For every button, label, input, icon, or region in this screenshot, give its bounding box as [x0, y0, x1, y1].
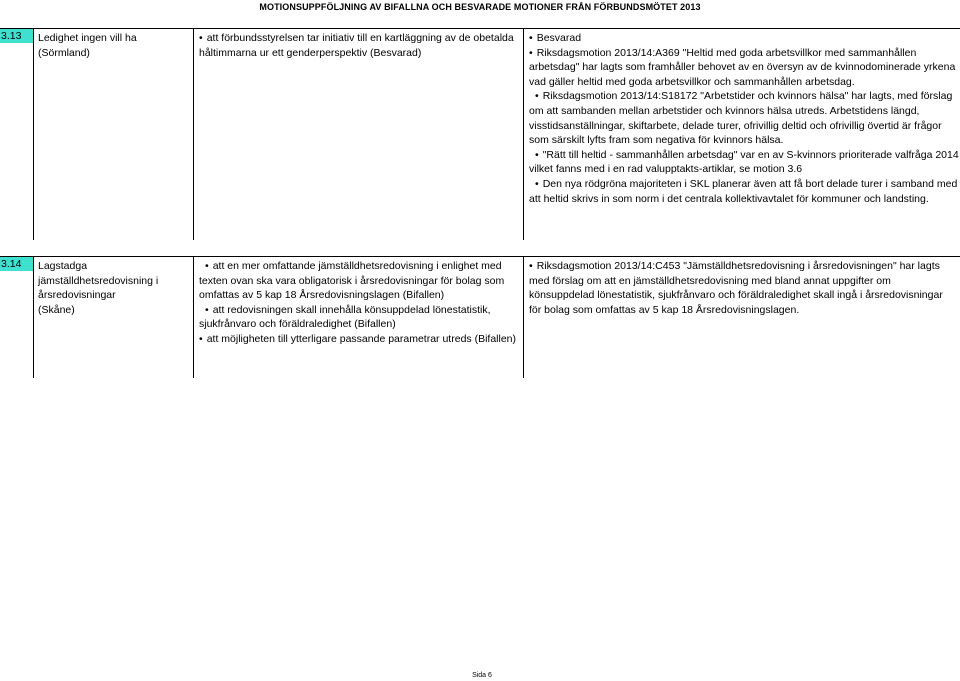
motion-line: • att möjligheten till ytterligare passande parametrar utreds (Bifallen): [199, 332, 519, 347]
table-row: [0, 256, 960, 378]
answer-line: med förslag om att en jämställdhetsredovisning med bland annat uppgifter om: [529, 274, 891, 287]
row-motion-cell: [193, 257, 523, 378]
row-title-cell: [33, 257, 193, 378]
row-answer-cell: [523, 29, 960, 240]
row-title-line: årsredovisningar: [38, 289, 116, 302]
answer-line: • Riksdagsmotion 2013/14:S18172 "Arbetstider och kvinnors hälsa" har lagts, med förslag: [529, 89, 956, 104]
motion-line: omfattas av 5 kap 18 Årsredovisningslagen (Bifallen): [199, 289, 445, 302]
answer-line: • "Rätt till heltid - sammanhållen arbetsdag" var en av S-kvinnors prioriterade valfråga 2014: [529, 148, 956, 163]
document-header: MOTIONSUPPFÖLJNING AV BIFALLNA OCH BESVARADE MOTIONER FRÅN FÖRBUNDSMÖTET 2013: [259, 2, 701, 12]
answer-line: • Besvarad: [529, 31, 956, 46]
answer-line: som särskilt lyfts fram som negativa för kvinnors hälsa.: [529, 134, 784, 147]
row-number-cell: [0, 257, 34, 378]
motion-line: • att förbundsstyrelsen tar initiativ till en kartläggning av de obetalda: [199, 31, 519, 46]
motion-line: texten ovan ska vara obligatorisk i årsredovisningar för bolag som: [199, 274, 505, 287]
row-number-cell: [0, 29, 34, 240]
table-row: [0, 28, 960, 240]
answer-line: könsuppdelad lönestatistik, sjukfrånvaro och föräldraledighet skall ingå i årsredovisningar: [529, 289, 943, 302]
row-motion-cell: [193, 29, 523, 240]
motion-line: • att redovisningen skall innehålla könsuppdelad lönestatistik,: [199, 303, 519, 318]
row-title-line: (Sörmland): [38, 46, 90, 59]
answer-line: arbetsdag" har lagts som framhåller behovet av en översyn av de kvinnodominerade yrkena: [529, 61, 956, 74]
motion-line: sjukfrånvaro och föräldraledighet (Bifallen): [199, 318, 396, 331]
answer-line: • Den nya rödgröna majoriteten i SKL planerar även att få bort delade turer i samband med: [529, 177, 956, 192]
answer-line: vad gäller heltid med goda arbetsvillkor och sammanhållen arbetsdag.: [529, 75, 855, 88]
row-title-line: (Skåne): [38, 303, 75, 316]
motion-line: • att en mer omfattande jämställdhetsredovisning i enlighet med: [199, 259, 519, 274]
row-number: 3.13: [0, 29, 33, 43]
row-answer-cell: [523, 257, 960, 378]
answer-line: • Riksdagsmotion 2013/14:C453 "Jämställdhetsredovisning i årsredovisningen" har lagts: [529, 259, 956, 274]
row-title-line: Lagstadga: [38, 260, 88, 272]
answer-line: om att sambanden mellan arbetstider och kvinnors hälsa utreds. Arbetstidens längd,: [529, 104, 920, 117]
row-title-cell: [33, 29, 193, 240]
answer-line: vilket fanns med i en rad valupptakts-artiklar, se motion 3.6: [529, 163, 803, 176]
row-title-line: Ledighet ingen vill ha: [38, 32, 137, 44]
answer-line: visstidsanställningar, skiftarbete, delade turer, ofrivillig deltid och ofrivillig övertid är frågor: [529, 119, 942, 132]
row-number: 3.14: [0, 257, 33, 271]
answer-line: • Riksdagsmotion 2013/14:A369 "Heltid med goda arbetsvillkor med sammanhållen: [529, 46, 956, 61]
answer-line: för bolag som omfattas av 5 kap 18 Årsredovisningslagen.: [529, 303, 800, 316]
answer-line: att heltid skrivs in som norm i det centrala kollektivavtalet för kommuner och landsting.: [529, 192, 929, 205]
motion-line: håltimmarna ur ett genderperspektiv (Besvarad): [199, 46, 422, 59]
row-title-line: jämställdhetsredovisning i: [38, 274, 159, 287]
page-number: Sida 6: [472, 672, 492, 679]
